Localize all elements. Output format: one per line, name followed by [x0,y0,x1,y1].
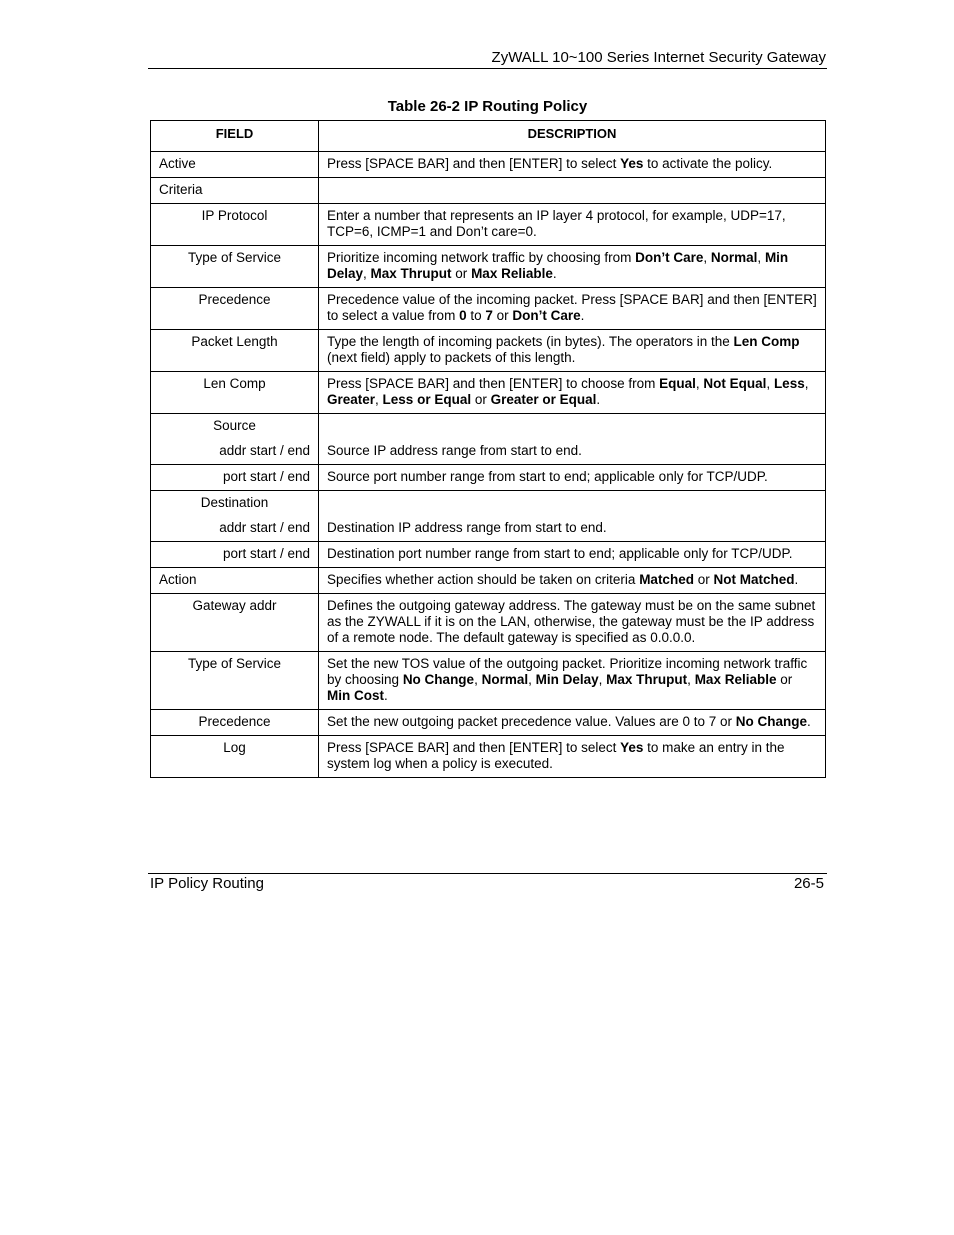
table-header-row [151,121,826,152]
description-text-run: , [804,376,809,391]
description-text-run: Source port number range from start to end; applicable only for TCP/UDP. [327,469,768,484]
bold-term: Max Reliable [471,266,553,281]
description-text-run: . [580,308,585,323]
bold-term: Normal [710,250,758,265]
bold-term: No Change [402,672,475,687]
description-cell [319,204,826,246]
footer-rule [148,873,827,874]
description-cell [319,710,826,736]
bold-term: Len Comp [733,334,800,349]
table-row [151,152,826,178]
description-text-run: . [807,714,811,729]
bold-term: Matched [639,572,694,587]
bold-term: 0 [459,308,467,323]
description-text-run: , [375,392,383,407]
field-cell [151,414,319,465]
field-cell: Gateway addr [151,594,319,652]
description-text-run: . [596,392,601,407]
bold-term: Min Delay [535,672,599,687]
field-cell: Precedence [151,710,319,736]
description-text-run: Set the new TOS value of the outgoing packet. Prioritize incoming network traffic by choosing [327,656,808,687]
description-text-run: Precedence value of the incoming packet. Press [SPACE BAR] and then [ENTER] to select a value from [327,292,817,323]
description-text-run: Set the new outgoing packet precedence value. Values are 0 to 7 or [327,714,736,729]
description-text-run: or [693,572,714,587]
description-cell [319,594,826,652]
subfield-label: addr start / end [219,520,310,535]
description-cell [319,288,826,330]
description-text-run: Destination port number range from start to end; applicable only for TCP/UDP. [327,546,793,561]
description-cell [319,330,826,372]
description-text-run: to [466,308,486,323]
description-text-run: Type the length of incoming packets (in bytes). The operators in the [327,334,734,349]
description-cell [319,414,826,465]
bold-term: Yes [620,740,644,755]
bold-term: Not Equal [703,376,767,391]
field-cell: Type of Service [151,246,319,288]
description-cell [319,465,826,491]
description-text-run: , [695,376,704,391]
bold-term: Don’t Care [635,250,704,265]
bold-term: Greater [327,392,376,407]
bold-term: No Change [735,714,808,729]
description-cell [319,152,826,178]
table-row [151,491,826,542]
table-row [151,594,826,652]
bold-term: 7 [485,308,493,323]
description-text-run: , [598,672,607,687]
bold-term: Min Cost [327,688,384,703]
description-text-run: . [384,688,388,703]
description-text-run: Source IP address range from start to end. [327,443,582,458]
description-text-run: , [703,250,711,265]
description-cell [319,542,826,568]
description-text-run: , [766,376,774,391]
field-cell: Packet Length [151,330,319,372]
table-row [151,414,826,465]
footer-section-title: IP Policy Routing [150,875,264,892]
description-text-run: , [474,672,482,687]
description-text [327,520,607,535]
field-cell: port start / end [151,542,319,568]
bold-term: Less [773,376,805,391]
field-cell: Criteria [151,178,319,204]
description-text-run: , [528,672,536,687]
description-text-run: or [776,672,793,687]
field-cell: Len Comp [151,372,319,414]
description-text-run: Prioritize incoming network traffic by choosing from [327,250,636,265]
bold-term: Normal [481,672,529,687]
description-text-run: or [492,308,513,323]
field-cell: port start / end [151,465,319,491]
field-cell: Action [151,568,319,594]
table-row [151,204,826,246]
table-row [151,652,826,710]
page-number: 26-5 [793,875,824,892]
description-text-run: or [451,266,472,281]
field-cell [151,491,319,542]
field-group-label: Source [213,418,256,433]
table-row [151,288,826,330]
description-cell [319,568,826,594]
bold-term: Don’t Care [512,308,581,323]
bold-term: Max Reliable [694,672,777,687]
header-rule [148,68,827,69]
ip-routing-policy-table [150,120,826,778]
description-cell [319,736,826,778]
description-text-run: Press [SPACE BAR] and then [ENTER] to select [327,740,621,755]
description-text-run: , [687,672,695,687]
description-cell [319,652,826,710]
description-cell [319,491,826,542]
description-text-run: or [471,392,491,407]
description-cell [319,178,826,204]
column-header-description: DESCRIPTION [319,121,826,152]
bold-term: Equal [659,376,696,391]
table-row [151,568,826,594]
description-text-run: to make an entry in the system log when a policy is executed. [327,740,785,771]
bold-term: Min Delay [327,250,789,281]
table-row [151,465,826,491]
field-cell: IP Protocol [151,204,319,246]
description-text-run: to activate the policy. [643,156,773,171]
description-text-run: Press [SPACE BAR] and then [ENTER] to choose from [327,376,660,391]
description-cell [319,246,826,288]
description-text-run: . [794,572,799,587]
description-text-run: Enter a number that represents an IP layer 4 protocol, for example, UDP=17, TCP=6, ICMP=1 and Don’t care=0. [327,208,786,239]
description-cell [319,372,826,414]
table-row [151,246,826,288]
field-group-label: Destination [200,495,269,510]
description-text-run: , [363,266,371,281]
description-text-run: , [757,250,765,265]
subfield-label: addr start / end [219,443,310,458]
bold-term: Not Matched [713,572,795,587]
description-text-run: Specifies whether action should be taken on criteria [327,572,640,587]
description-text-run: . [552,266,557,281]
description-text-run: (next field) apply to packets of this length. [327,350,576,365]
description-text-run: Press [SPACE BAR] and then [ENTER] to select [327,156,621,171]
table-row [151,710,826,736]
bold-term: Max Thruput [606,672,688,687]
column-header-field: FIELD [151,121,319,152]
table-row [151,330,826,372]
running-header-title: ZyWALL 10~100 Series Internet Security Gateway [491,49,826,66]
table-caption: Table 26-2 IP Routing Policy [387,98,588,115]
description-text-run: Defines the outgoing gateway address. The gateway must be on the same subnet as the ZYWALL if it is on the LAN, otherwise, the gateway must be the IP address of a remote node. The default gateway is specified as 0.0.0.0. [327,598,816,645]
description-text-run: Destination IP address range from start to end. [327,520,607,535]
bold-term: Less or Equal [382,392,472,407]
description-text [327,443,582,458]
table-row [151,372,826,414]
table-row [151,542,826,568]
bold-term: Max Thruput [370,266,452,281]
field-cell: Log [151,736,319,778]
table-row [151,736,826,778]
bold-term: Yes [620,156,644,171]
field-cell: Precedence [151,288,319,330]
table-row [151,178,826,204]
field-cell: Active [151,152,319,178]
bold-term: Greater or Equal [490,392,597,407]
field-cell: Type of Service [151,652,319,710]
